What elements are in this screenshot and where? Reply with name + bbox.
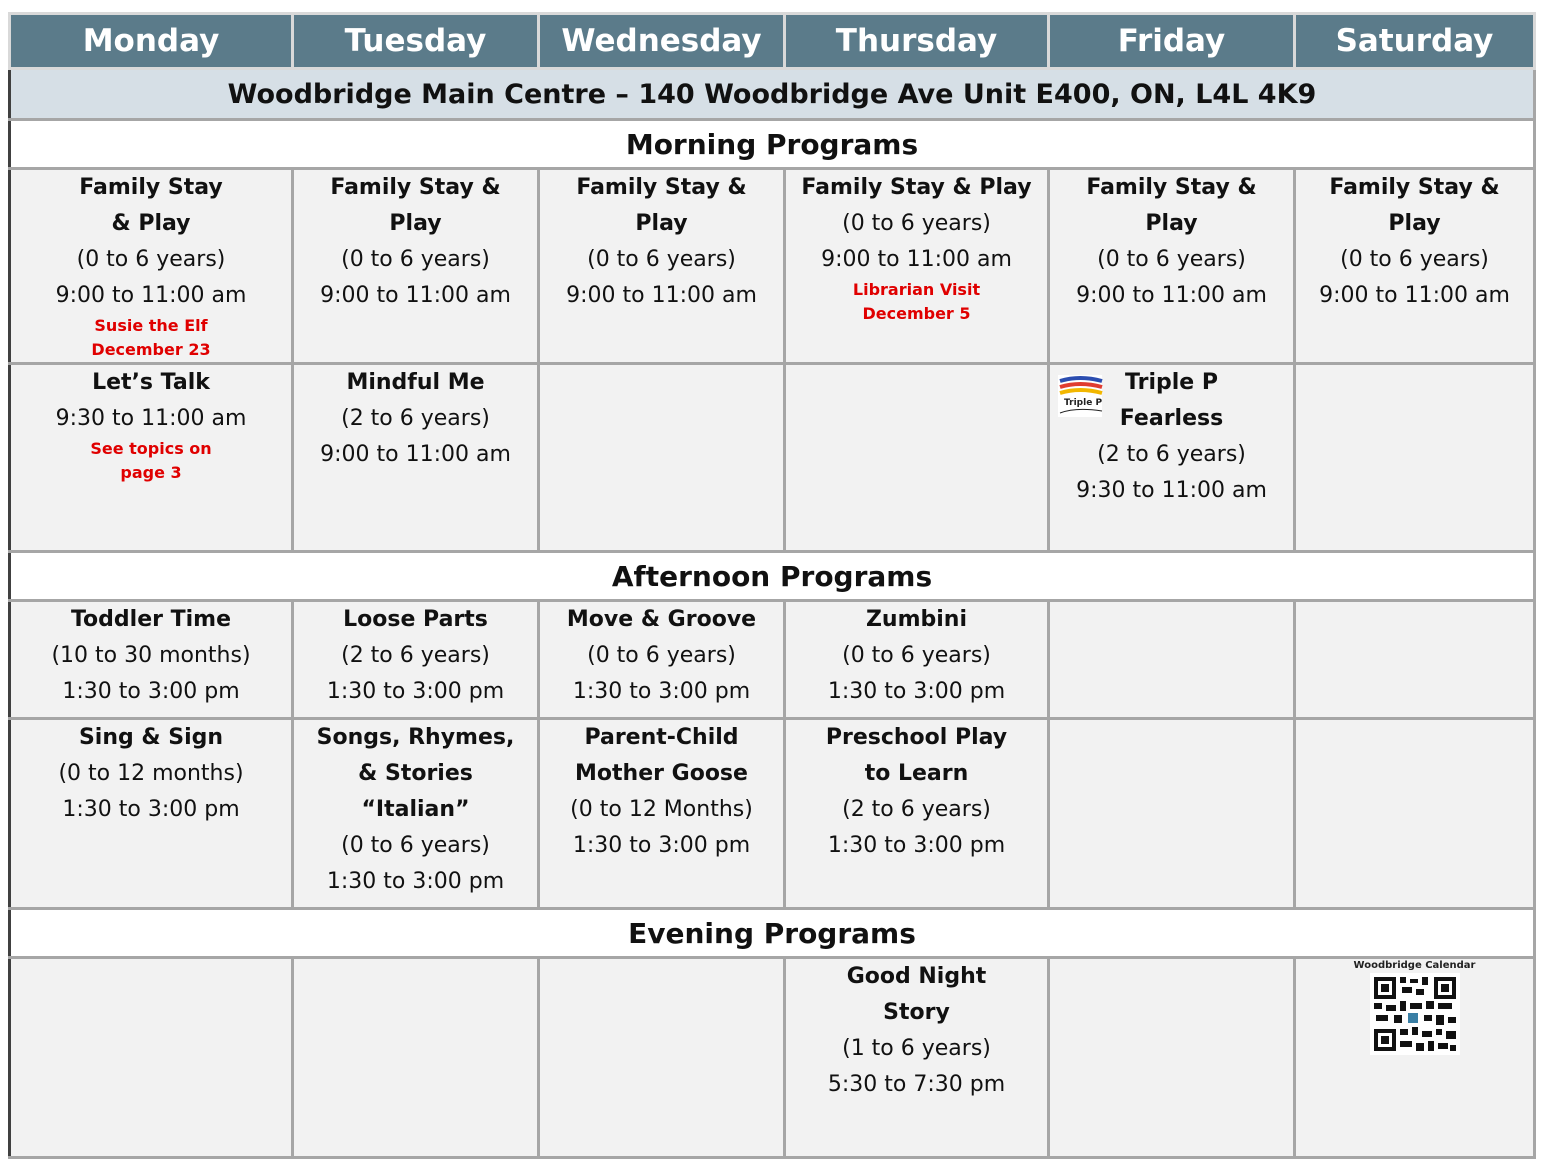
empty-cell [293,958,539,1158]
program-time: 9:00 to 11:00 am [566,283,757,308]
empty-cell [1295,601,1535,719]
program-age: (0 to 6 years) [341,833,490,858]
program-time: 9:00 to 11:00 am [1076,283,1267,308]
program-time: 9:00 to 11:00 am [320,442,511,467]
program-note: Librarian Visit [852,280,981,299]
program-age: (2 to 6 years) [341,643,490,668]
day-header-row [10,14,1535,69]
program-age: (0 to 6 years) [76,247,226,272]
program-title: Fearless [1119,406,1224,431]
morning-row-1 [10,169,1535,364]
program-note: See topics on [90,439,212,458]
program-title: Story [883,1000,950,1025]
program-title: Play [389,211,442,236]
program-title: Family Stay & Play [801,175,1032,200]
program-age: (0 to 12 months) [58,761,244,786]
program-age: (2 to 6 years) [842,797,991,822]
program-cell-thu-family-stay-play [785,169,1049,364]
day-thursday: Thursday [785,14,1049,69]
empty-cell [1295,364,1535,552]
program-time: 9:30 to 11:00 am [1076,478,1267,503]
program-cell-fri-triple-p-fearless [1049,364,1295,552]
qr-code-icon[interactable] [1370,973,1460,1055]
program-time: 1:30 to 3:00 pm [827,679,1006,704]
program-cell-mon-sing-sign [10,719,293,909]
program-title: Parent-Child [584,725,739,750]
program-age: (2 to 6 years) [1097,442,1246,467]
program-time: 1:30 to 3:00 pm [572,833,751,858]
program-age: (0 to 6 years) [587,247,736,272]
day-monday: Monday [10,14,293,69]
program-cell-thu-zumbini [785,601,1049,719]
section-morning-programs: Morning Programs [10,120,1535,169]
program-time: 9:00 to 11:00 am [1319,283,1510,308]
program-cell-tue-loose-parts [293,601,539,719]
program-title: Play [1388,211,1441,236]
program-cell-sat-family-stay-play [1295,169,1535,364]
program-title: Good Night [846,964,987,989]
program-age: (0 to 6 years) [1340,247,1489,272]
program-time: 1:30 to 3:00 pm [62,797,240,822]
program-title: Zumbini [865,607,968,632]
empty-cell [785,364,1049,552]
program-cell-thu-good-night-story [785,958,1049,1158]
program-title: & Play [111,211,191,236]
program-time: 9:00 to 11:00 am [320,283,511,308]
program-age: (0 to 6 years) [842,643,991,668]
program-title: Mindful Me [346,370,485,395]
day-tuesday: Tuesday [293,14,539,69]
empty-cell [10,958,293,1158]
triple-p-logo-text: Triple P [1064,398,1103,408]
program-time: 9:00 to 11:00 am [821,247,1012,272]
program-cell-wed-mother-goose [539,719,785,909]
program-title: Play [635,211,688,236]
program-title: Mother Goose [575,761,748,786]
program-title: Family Stay & [1329,175,1500,200]
empty-cell [1049,719,1295,909]
program-title: “Italian” [361,797,470,822]
program-cell-fri-family-stay-play [1049,169,1295,364]
program-title: Loose Parts [343,607,488,632]
empty-cell [539,364,785,552]
section-evening-programs: Evening Programs [10,909,1535,958]
program-time: 9:00 to 11:00 am [55,283,247,308]
program-cell-tue-songs-rhymes-stories [293,719,539,909]
program-title: Family Stay & [1086,175,1257,200]
program-cell-mon-toddler-time [10,601,293,719]
location-banner: Woodbridge Main Centre – 140 Woodbridge Ave Unit E400, ON, L4L 4K9 [10,69,1535,120]
program-age: (2 to 6 years) [341,406,490,431]
program-age: (0 to 6 years) [341,247,490,272]
day-wednesday: Wednesday [539,14,785,69]
empty-cell [1049,958,1295,1158]
program-time: 1:30 to 3:00 pm [326,869,505,894]
program-title: Triple P [1125,370,1218,395]
program-age: (0 to 6 years) [1097,247,1246,272]
program-title: & Stories [358,761,473,786]
program-age: (10 to 30 months) [51,643,251,668]
program-time: 1:30 to 3:00 pm [572,679,751,704]
afternoon-row-2 [10,719,1535,909]
program-time: 5:30 to 7:30 pm [827,1072,1006,1097]
program-title: Songs, Rhymes, [316,725,515,750]
program-note: page 3 [120,463,182,482]
program-title: Sing & Sign [78,725,224,750]
day-saturday: Saturday [1295,14,1535,69]
program-title: to Learn [864,761,969,786]
section-afternoon-programs: Afternoon Programs [10,552,1535,601]
program-cell-mon-family-stay-play [10,169,293,364]
program-title: Family Stay [79,175,223,200]
program-time: 1:30 to 3:00 pm [326,679,505,704]
program-cell-wed-family-stay-play [539,169,785,364]
program-note: December 23 [91,340,211,359]
program-title: Toddler Time [70,607,232,632]
day-friday: Friday [1049,14,1295,69]
program-cell-tue-mindful-me [293,364,539,552]
program-age: (0 to 6 years) [587,643,736,668]
program-age: (0 to 12 Months) [570,797,753,822]
program-schedule-table [8,12,1536,1159]
program-cell-tue-family-stay-play [293,169,539,364]
empty-cell [1295,719,1535,909]
program-cell-mon-lets-talk [10,364,293,552]
morning-row-2 [10,364,1535,552]
program-time: 9:30 to 11:00 am [55,406,247,431]
empty-cell [1049,601,1295,719]
program-title: Let’s Talk [92,370,210,395]
evening-row-1 [10,958,1535,1158]
program-note: Susie the Elf [94,316,208,335]
qr-code-label: Woodbridge Calendar [1353,960,1476,971]
program-title: Move & Groove [566,607,757,632]
afternoon-row-1 [10,601,1535,719]
qr-code-cell [1295,958,1535,1158]
program-cell-wed-move-groove [539,601,785,719]
program-title: Play [1145,211,1198,236]
program-title: Preschool Play [825,725,1008,750]
empty-cell [539,958,785,1158]
program-title: Family Stay & [330,175,501,200]
program-age: (0 to 6 years) [842,211,991,236]
program-title: Family Stay & [576,175,747,200]
program-time: 1:30 to 3:00 pm [62,679,240,704]
program-time: 1:30 to 3:00 pm [827,833,1006,858]
program-cell-thu-preschool-play [785,719,1049,909]
program-age: (1 to 6 years) [842,1036,991,1061]
program-note: December 5 [862,304,971,323]
triple-p-logo-icon [1056,371,1106,421]
